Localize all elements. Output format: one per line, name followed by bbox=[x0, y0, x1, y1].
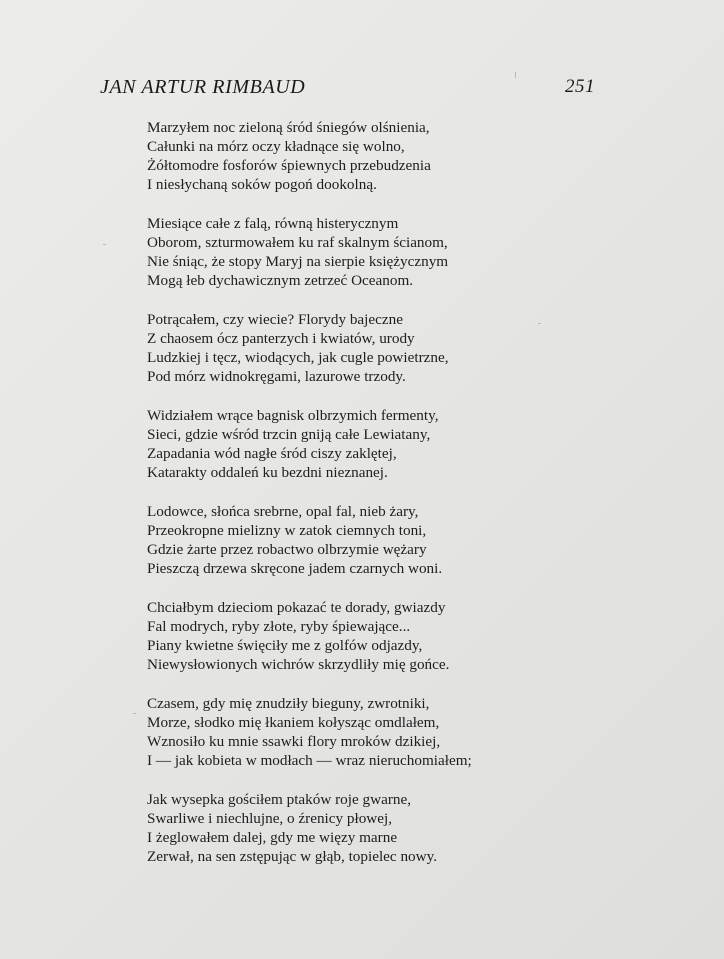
paper-speck bbox=[538, 323, 541, 324]
verse-line: Marzyłem noc zieloną śród śniegów olśnienia, bbox=[147, 119, 430, 136]
paper-speck bbox=[133, 713, 136, 714]
verse-line: Swarliwe i niechlujne, o źrenicy płowej, bbox=[147, 809, 393, 827]
stanza bbox=[147, 118, 547, 194]
verse-line: Miesiące całe z falą, równą histerycznym bbox=[147, 214, 399, 232]
stanza bbox=[147, 694, 547, 770]
verse-line: Całunki na mórz oczy kładnące się wolno, bbox=[147, 138, 405, 156]
page-number: 251 bbox=[565, 76, 595, 97]
verse-line: I — jak kobieta w modłach — wraz nieruchomiałem; bbox=[147, 752, 472, 770]
verse-line: Fal modrych, ryby złote, ryby śpiewające... bbox=[147, 617, 411, 635]
verse-line: Żółtomodre fosforów śpiewnych przebudzenia bbox=[147, 157, 431, 175]
verse-line: Pod mórz widnokręgami, lazurowe trzody. bbox=[147, 368, 406, 386]
verse-line: Czasem, gdy mię znudziły bieguny, zwrotniki, bbox=[147, 694, 430, 712]
verse-line: Oborom, szturmowałem ku raf skalnym ścianom, bbox=[147, 234, 448, 252]
verse-line: Ludzkiej i tęcz, wiodących, jak cugle powietrzne, bbox=[147, 349, 449, 367]
paper-speck bbox=[103, 244, 106, 245]
verse-line: Sieci, gdzie wśród trzcin gniją całe Lewiatany, bbox=[147, 426, 431, 443]
verse-line: Lodowce, słońca srebrne, opal fal, nieb żary, bbox=[147, 502, 419, 520]
verse-line: Katarakty oddaleń ku bezdni nieznanej. bbox=[147, 464, 388, 482]
verse-line: Chciałbym dzieciom pokazać te dorady, gwiazdy bbox=[147, 598, 446, 616]
verse-line: Gdzie żarte przez robactwo olbrzymie wężary bbox=[147, 541, 427, 559]
verse-line: Pieszczą drzewa skręcone jadem czarnych woni. bbox=[147, 560, 443, 578]
verse-line: Potrącałem, czy wiecie? Florydy bajeczne bbox=[147, 310, 403, 328]
running-title: JAN ARTUR RIMBAUD bbox=[100, 76, 306, 98]
verse-line: Jak wysepka gościłem ptaków roje gwarne, bbox=[147, 790, 412, 808]
verse-line: Niewysłowionych wichrów skrzydliły mię gońce. bbox=[147, 656, 450, 674]
stanza bbox=[147, 310, 547, 386]
poem bbox=[147, 118, 547, 886]
verse-line: I niesłychaną soków pogoń dookolną. bbox=[147, 176, 377, 194]
verse-line: Wznosiło ku mnie ssawki flory mroków dzikiej, bbox=[147, 733, 441, 750]
verse-line: Przeokropne mielizny w zatok ciemnych toni, bbox=[147, 521, 427, 539]
verse-line: I żeglowałem dalej, gdy me więzy marne bbox=[147, 828, 398, 846]
verse-line: Morze, słodko mię łkaniem kołysząc omdlałem, bbox=[147, 713, 440, 731]
verse-line: Piany kwietne święciły me z golfów odjazdy, bbox=[147, 637, 423, 655]
verse-line: Mogą łeb dychawicznym zetrzeć Oceanom. bbox=[147, 272, 414, 290]
stanza bbox=[147, 790, 547, 866]
paper-speck bbox=[515, 72, 516, 78]
stanza bbox=[147, 598, 547, 674]
stanza bbox=[147, 214, 547, 290]
verse-line: Zerwał, na sen zstępując w głąb, topielec nowy. bbox=[147, 848, 438, 866]
verse-line: Widziałem wrące bagnisk olbrzymich fermenty, bbox=[147, 406, 439, 424]
verse-line: Nie śniąc, że stopy Maryj na sierpie księżycznym bbox=[147, 253, 449, 271]
verse-line: Z chaosem ócz panterzych i kwiatów, urody bbox=[147, 330, 415, 348]
verse-line: Zapadania wód nagłe śród ciszy zaklętej, bbox=[147, 445, 397, 463]
stanza bbox=[147, 502, 547, 578]
stanza bbox=[147, 406, 547, 482]
